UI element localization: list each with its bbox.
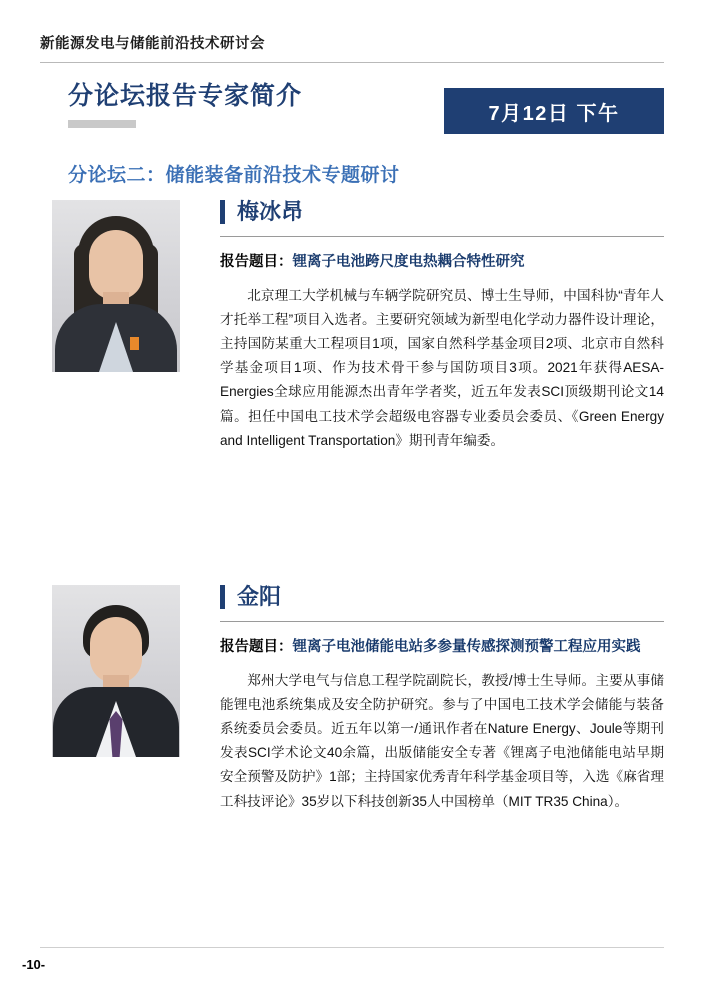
speaker-name-divider xyxy=(220,621,664,622)
talk-title-text: 锂离子电池储能电站多参量传感探测预警工程应用实践 xyxy=(292,639,641,656)
title-block xyxy=(68,82,468,128)
date-badge: 7月12日 下午 xyxy=(444,88,664,134)
portrait-jacket xyxy=(55,304,177,372)
speaker-bio: 北京理工大学机械与车辆学院研究员、博士生导师，中国科协“青年人才托举工程”项目入选者。主要研究领域为新型电化学动力器件设计理论，主持国防某重大工程项目1项，国家自然科学基金项目2项、北京市自然科学基金项目1项、作为技术骨干参与国防项目3项。2021年获得AESA-Energies全球应用能源杰出青年学者奖，近五年发表SCI顶级期刊论文14篇。担任中国电工技术学会超级电容器专业委员会委员、《Green Energy and Intelligent Transportation》期刊青年编委。 xyxy=(220,287,664,448)
talk-title-line xyxy=(220,251,664,273)
conference-title: 新能源发电与储能前沿技术研讨会 xyxy=(40,36,265,52)
speaker-details xyxy=(220,585,664,814)
portrait-badge-icon xyxy=(130,337,139,350)
talk-title-label: 报告题目： xyxy=(220,639,293,656)
talk-title-line xyxy=(220,636,664,658)
title-underline-bar xyxy=(68,120,136,128)
portrait-face xyxy=(90,617,142,683)
talk-title-label: 报告题目： xyxy=(220,254,293,271)
portrait-illustration xyxy=(52,200,180,372)
speaker-block xyxy=(40,200,664,453)
footer-divider xyxy=(40,947,664,948)
page-header xyxy=(40,32,664,63)
speaker-name-divider xyxy=(220,236,664,237)
speaker-photo xyxy=(52,585,180,757)
portrait-suit xyxy=(53,687,179,757)
speaker-block xyxy=(40,585,664,814)
page-number: -10- xyxy=(22,957,46,972)
talk-title-text: 锂离子电池跨尺度电热耦合特性研究 xyxy=(292,254,525,271)
header-divider xyxy=(40,62,664,63)
subforum-heading: 分论坛二：储能装备前沿技术专题研讨 xyxy=(68,165,400,186)
speaker-name: 金阳 xyxy=(220,585,281,609)
speaker-details xyxy=(220,200,664,453)
page-title: 分论坛报告专家简介 xyxy=(68,82,303,110)
speaker-name: 梅冰昂 xyxy=(220,200,303,224)
portrait-face xyxy=(89,230,143,300)
speaker-photo xyxy=(52,200,180,372)
speaker-bio: 郑州大学电气与信息工程学院副院长，教授/博士生导师。主要从事储能锂电池系统集成及安全防护研究。参与了中国电工技术学会储能与装备系统委员会委员。近五年以第一/通讯作者在Nature Energy、Joule等期刊发表SCI学术论文40余篇，出版储能安全专著《锂离子电池储能电站早期安全预警及防护》1部；主持国家优秀青年科学基金项目等，入选《麻省理工科技评论》35岁以下科技创新35人中国榜单（MIT TR35 China）。 xyxy=(220,672,664,809)
portrait-illustration xyxy=(52,585,180,757)
portrait-shirt xyxy=(99,322,133,372)
